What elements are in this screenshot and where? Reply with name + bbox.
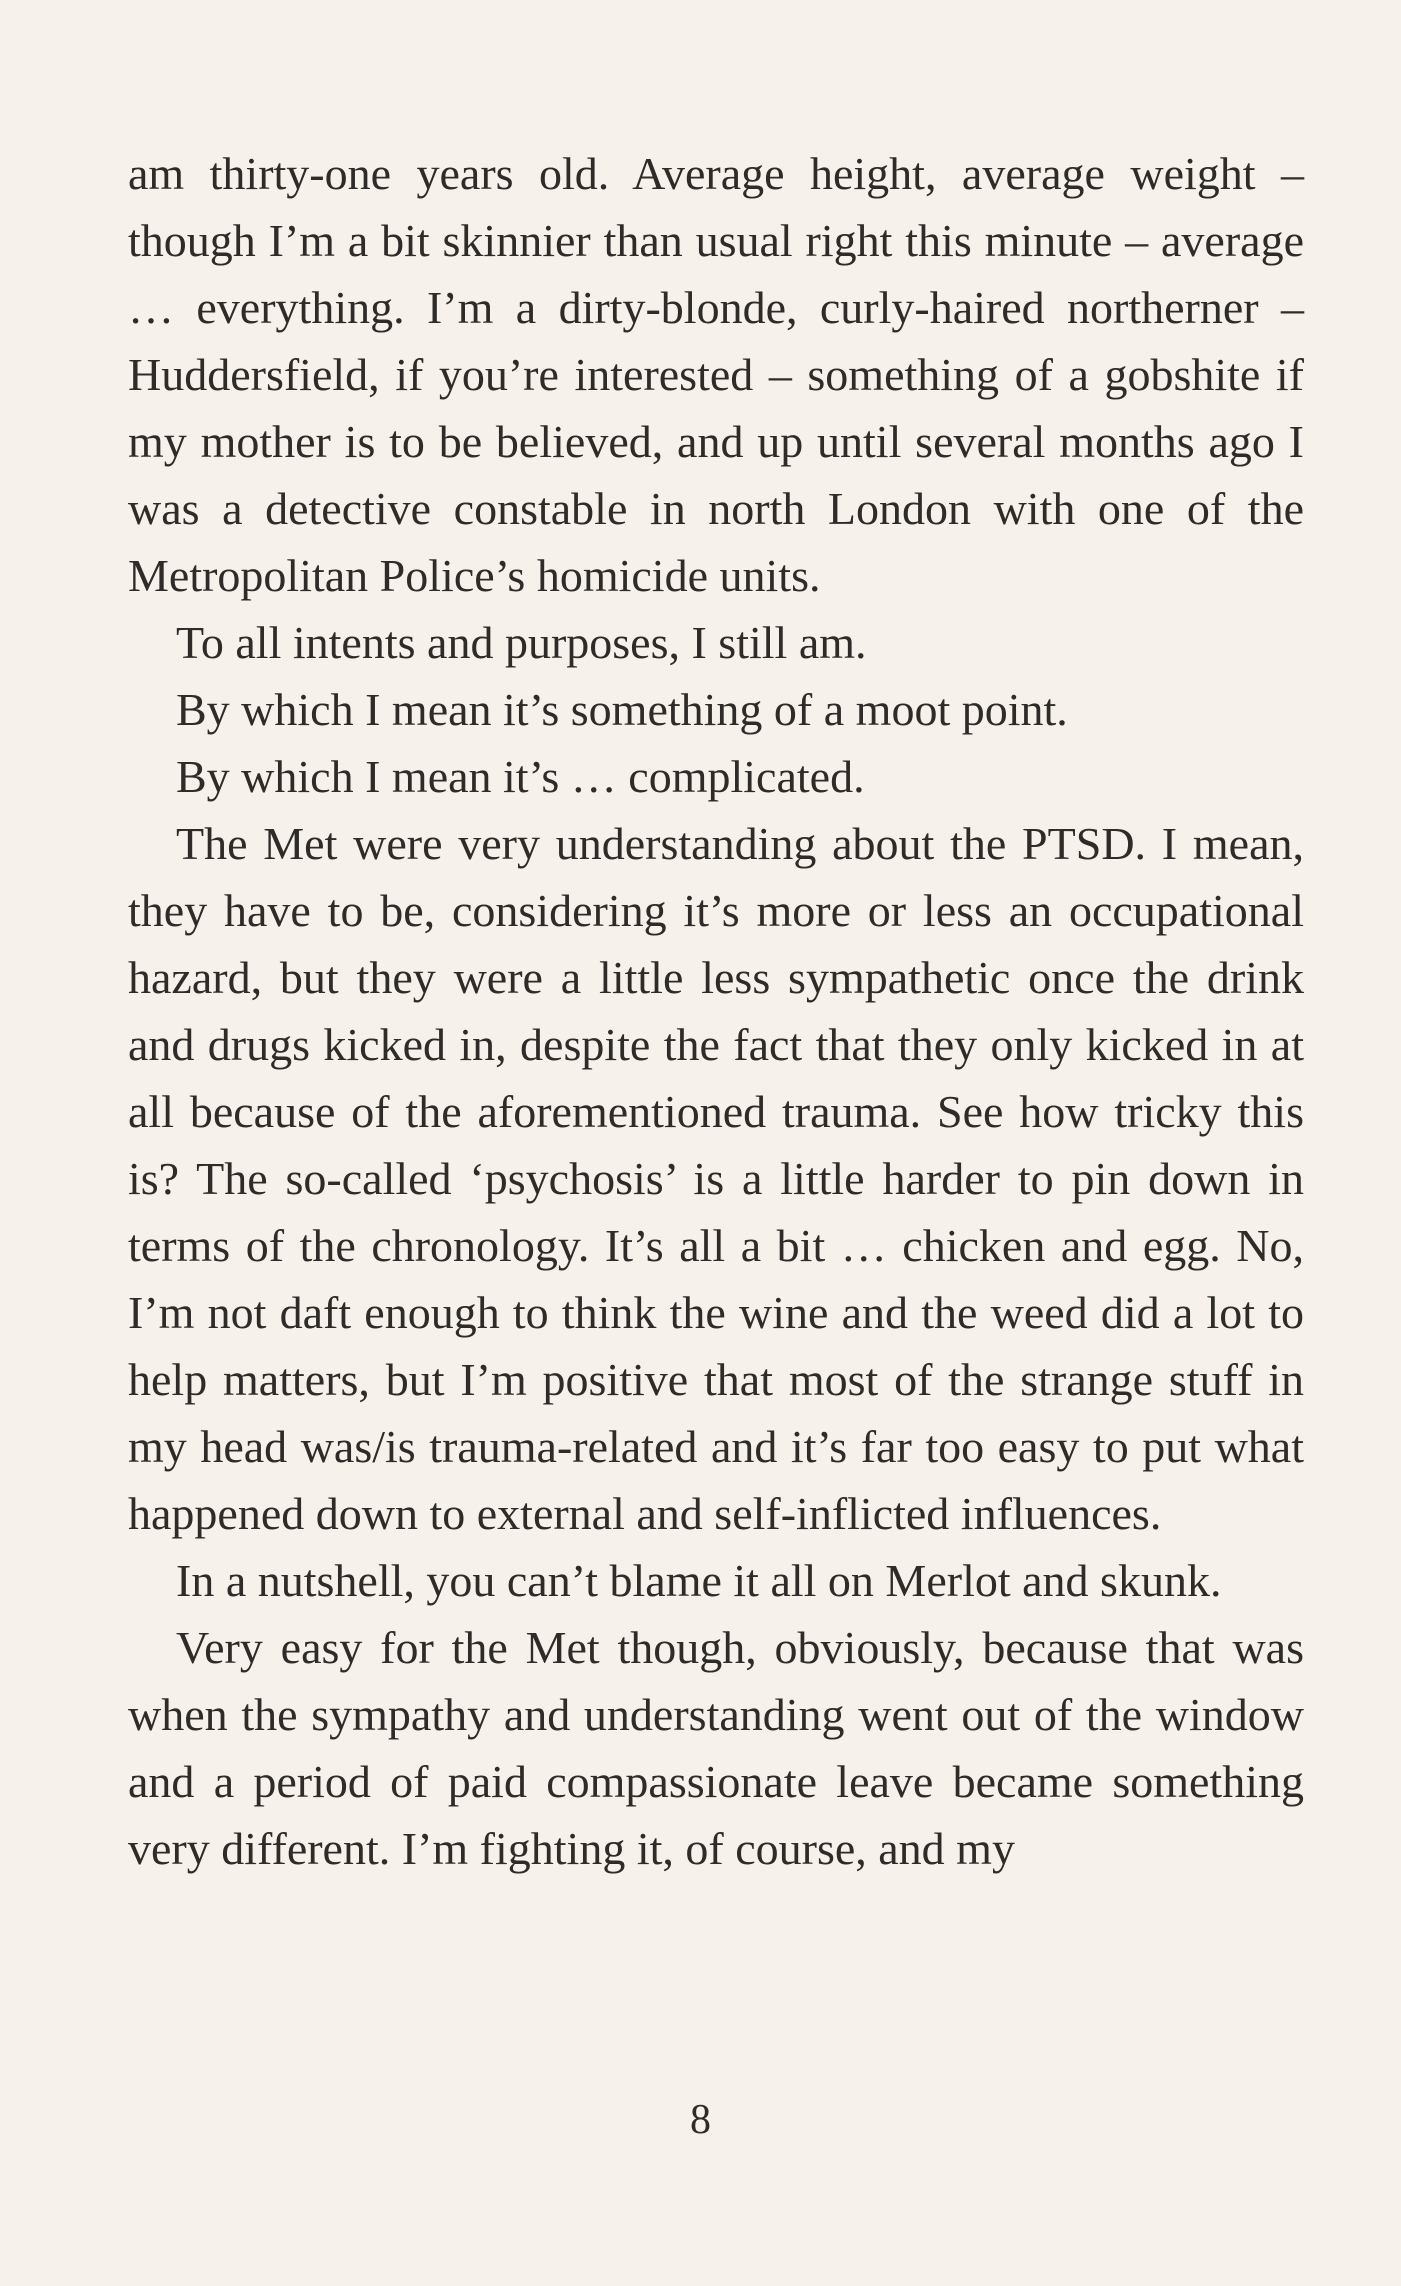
paragraph-6: In a nutshell, you can’t blame it all on Merlot and skunk.	[176, 1555, 1222, 1606]
paragraph-4: By which I mean it’s … complicated.	[176, 751, 865, 802]
paragraph-7: Very easy for the Met though, obviously, because that was when the sympathy and understanding went out of the window and a period of paid compassionate leave became something very different. I’m fighting it, of course, and my	[128, 1622, 1304, 1874]
paragraph-2: To all intents and purposes, I still am.	[176, 617, 867, 668]
paragraph-3: By which I mean it’s something of a moot point.	[176, 684, 1068, 735]
body-text	[128, 140, 1304, 1882]
paragraph-5: The Met were very understanding about the PTSD. I mean, they have to be, considering it’s more or less an occupational hazard, but they were a little less sympathetic once the drink and drugs kicked in, despite the fact that they only kicked in at all because of the aforementioned trauma. See how tricky this is? The so-called ‘psychosis’ is a little harder to pin down in terms of the chronology. It’s all a bit … chicken and egg. No, I’m not daft enough to think the wine and the weed did a lot to help matters, but I’m positive that most of the strange stuff in my head was/is trauma-related and it’s far too easy to put what happened down to external and self-inflicted influences.	[128, 818, 1304, 1539]
paragraph-1: am thirty-one years old. Average height, average weight – though I’m a bit skinnier than usual right this minute – average … everything. I’m a dirty-blonde, curly-haired northerner – Huddersfield, if you’re interested – something of a gobshite if my mother is to be believed, and up until several months ago I was a detective constable in north London with one of the Metropolitan Police’s homicide units.	[128, 148, 1304, 601]
page-number: 8	[690, 2097, 711, 2143]
